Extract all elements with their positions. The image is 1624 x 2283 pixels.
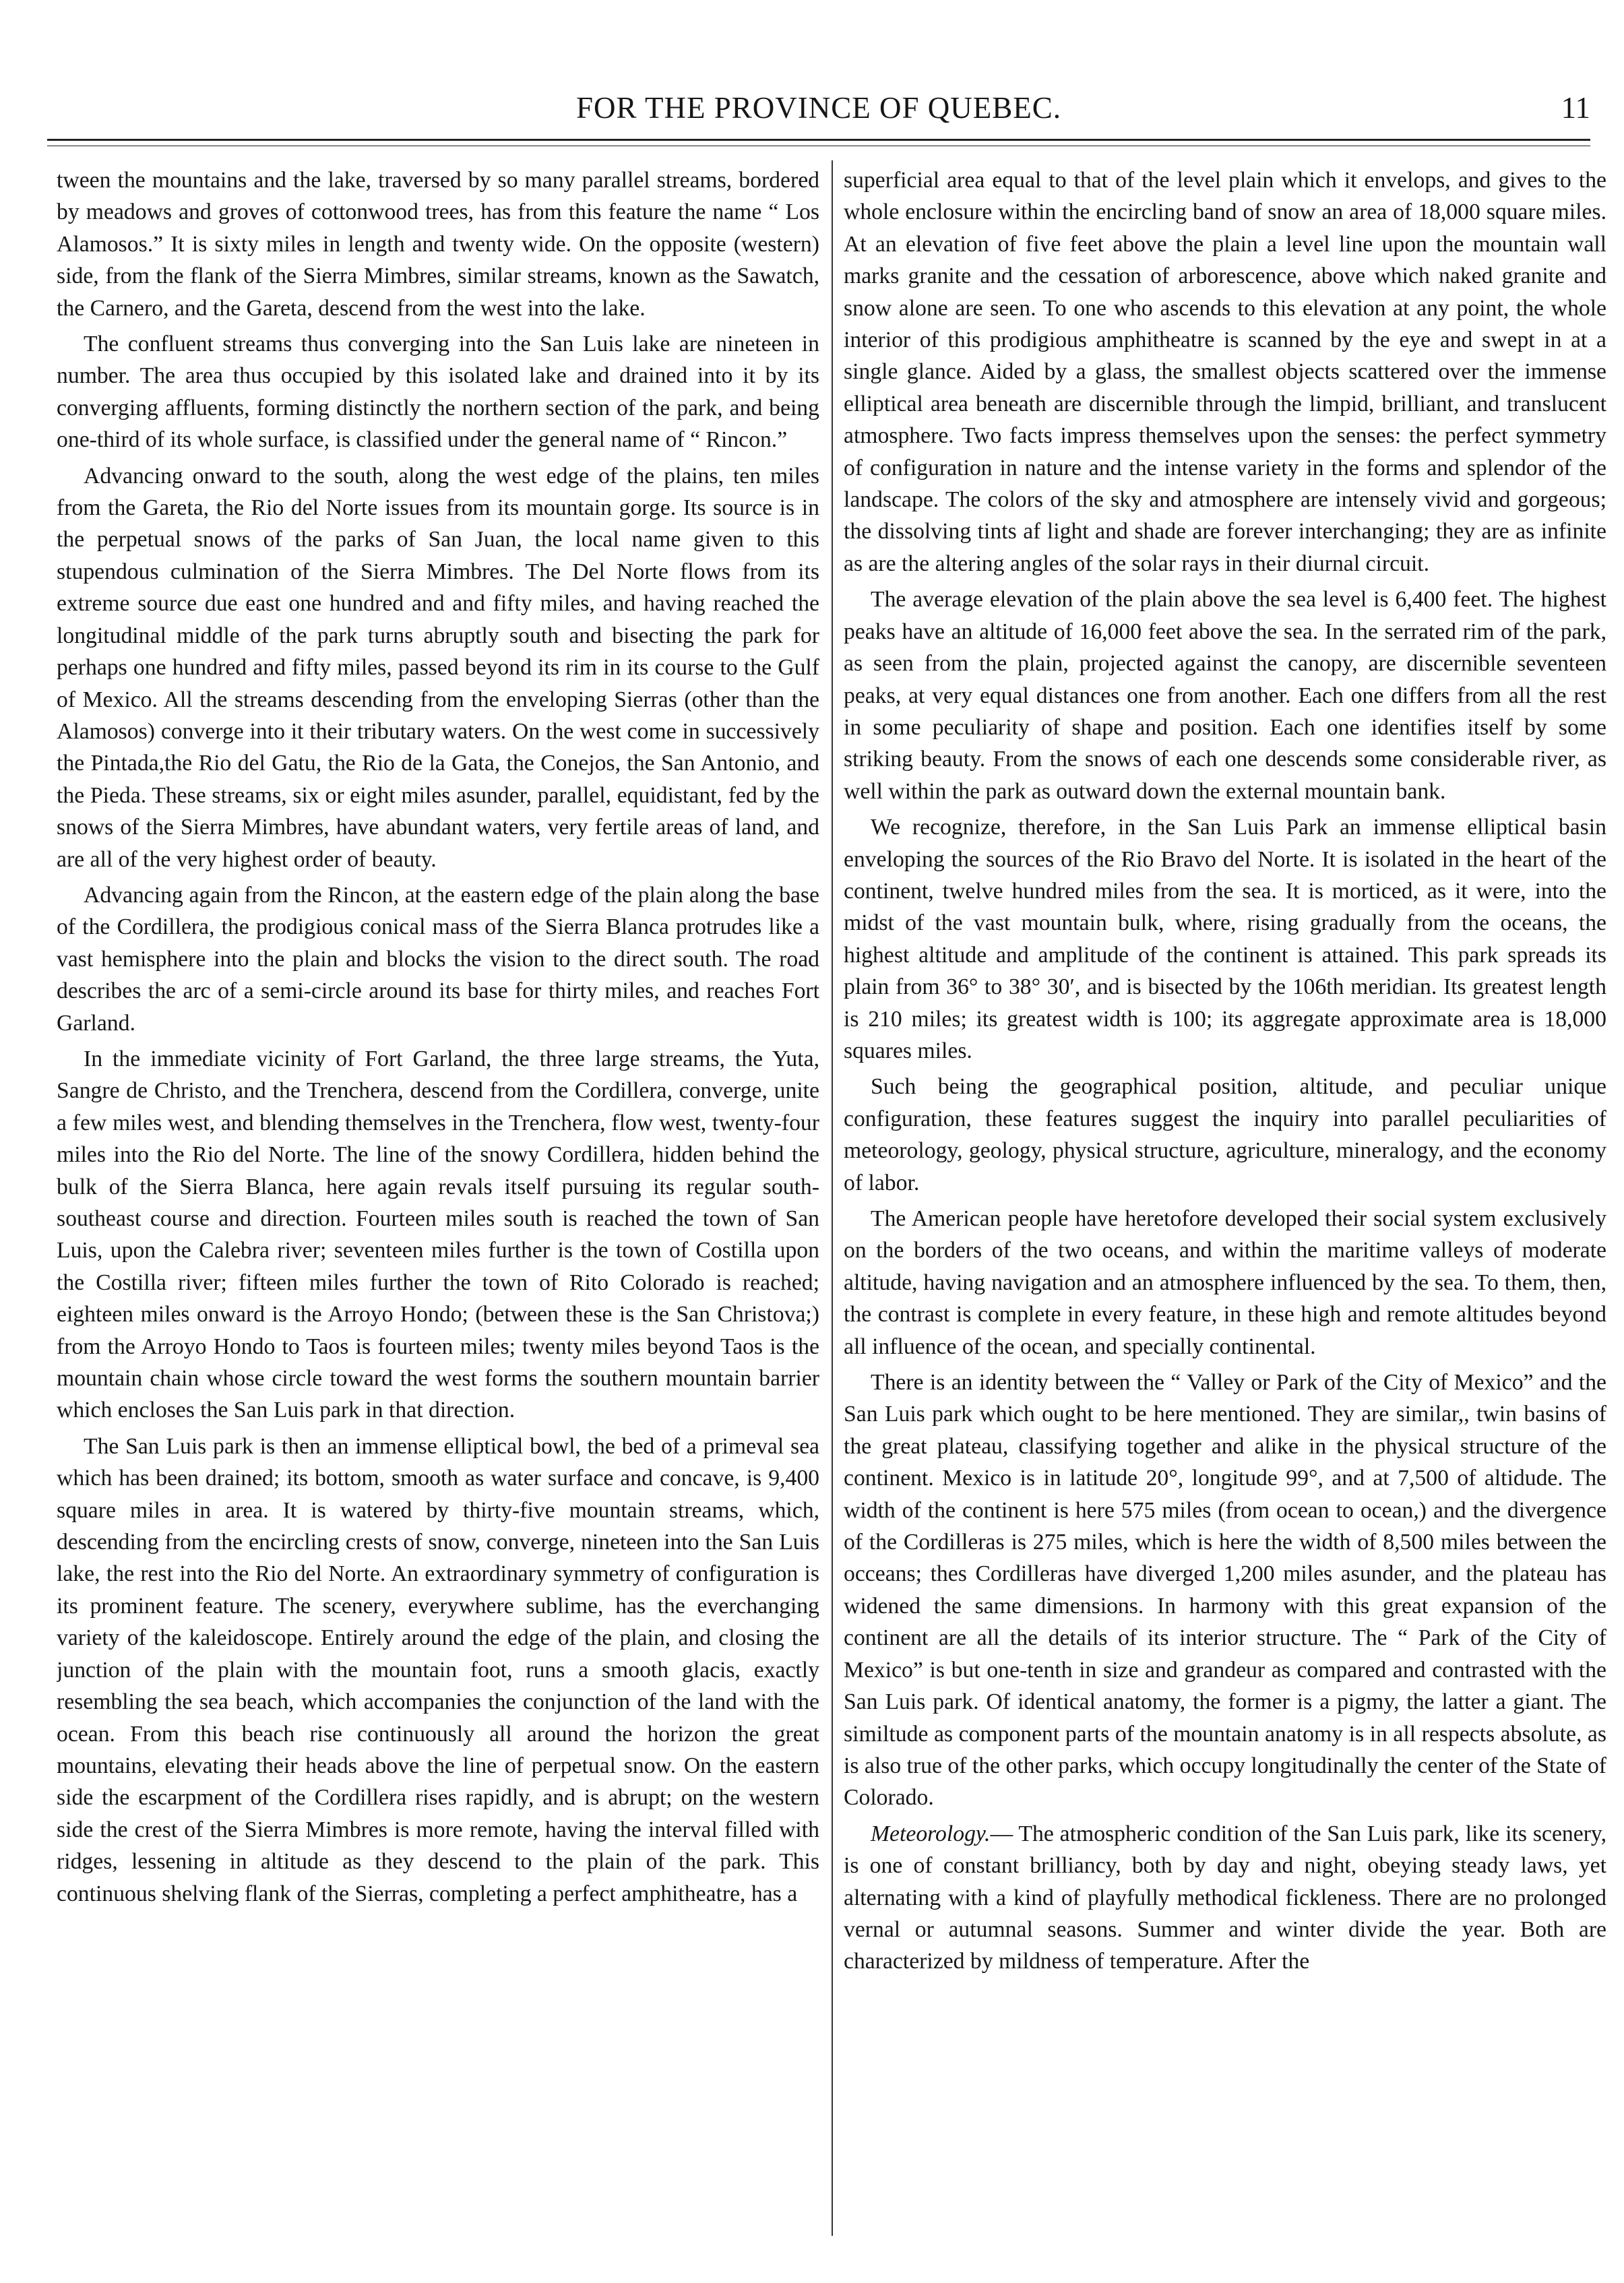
paragraph: tween the mountains and the lake, traversed by so many parallel streams, bordered by meadows and groves of cottonwood trees, has from this feature the name “ Los Alamosos.” It is sixty miles in length and twenty wide. On the opposite (western) side, from the flank of the Sierra Mimbres, similar streams, known as the Sawatch, the Carnero, and the Gareta, descend from the west into the lake. xyxy=(57,168,819,321)
paragraph: The American people have heretofore developed their social system exclusively on the borders of the two oceans, and within the maritime valleys of moderate altitude, having navigation and an atmosphere influenced by the sea. To them, then, the contrast is complete in every feature, in these high and remote altitudes beyond all influence of the ocean, and specially continental. xyxy=(844,1206,1606,1359)
paragraph: The San Luis park is then an immense elliptical bowl, the bed of a primeval sea which has been drained; its bottom, smooth as water surface and concave, is 9,400 square miles in area. It is watered by thirty-five mountain streams, which, descending from the encircling crests of snow, converge, nineteen into the San Luis lake, the rest into the Rio del Norte. An extraordinary symmetry of configuration is its prominent feature. The scenery, everywhere sublime, has the everchanging variety of the kaleidoscope. Entirely around the edge of the plain, and closing the junction of the plain with the mountain foot, runs a smooth glacis, exactly resembling the sea beach, which accompanies the conjunction of the land with the ocean. From this beach rise continuously all around the horizon the great mountains, elevating their heads above the line of perpetual snow. On the eastern side the escarpment of the Cordillera rises rapidly, and is abrupt; on the western side the crest of the Sierra Mimbres is more remote, having the interval filled with ridges, lessening in altitude as they descend to the plain of the park. This continuous shelving flank of the Sierras, completing a perfect amphitheatre, has a xyxy=(57,1433,819,1906)
right-column xyxy=(844,164,1606,2240)
paragraph: Such being the geographical position, altitude, and peculiar unique configuration, these features suggest the inquiry into parallel peculiarities of meteorology, geology, physical structure, agriculture, mineralogy, and the economy of labor. xyxy=(844,1074,1606,1195)
paragraph: Advancing onward to the south, along the west edge of the plains, ten miles from the Gareta, the Rio del Norte issues from its mountain gorge. Its source is in the perpetual snows of the parks of San Juan, the local name given to this stupendous culmination of the Sierra Mimbres. The Del Norte flows from its extreme source due east one hundred and and fifty miles, and having reached the longitudinal middle of the park turns abruptly south and bisecting the park for perhaps one hundred and fifty miles, passed beyond its rim in its course to the Gulf of Mexico. All the streams descending from the enveloping Sierras (other than the Alamosos) converge into it their tributary waters. On the west come in successively the Pintada,the Rio del Gatu, the Rio de la Gata, the Conejos, the San Antonio, and the Pieda. These streams, six or eight miles asunder, parallel, equidistant, fed by the snows of the Sierra Mimbres, have abundant waters, very fertile areas of land, and are all of the very highest order of beauty. xyxy=(57,463,819,872)
section-runin-heading: Meteorology. xyxy=(871,1821,991,1846)
paragraph-meteorology xyxy=(844,1818,1606,1978)
column-divider xyxy=(832,160,833,2236)
paragraph-text: — The atmospheric condition of the San Luis park, like its scenery, is one of constant brilliancy, both by day and night, obeying steady laws, yet alternating with a kind of playfully methodical fickleness. There are no prolonged vernal or autumnal seasons. Summer and winter divide the year. Both are characterized by mildness of temperature. After the xyxy=(844,1821,1606,1974)
paragraph: In the immediate vicinity of Fort Garland, the three large streams, the Yuta, Sangre de Christo, and the Trenchera, descend from the Cordillera, converge, unite a few miles west, and blending themselves in the Trenchera, flow west, twenty-four miles into the Rio del Norte. The line of the snowy Cordillera, hidden behind the bulk of the Sierra Blanca, here again revals itself pursuing its regular south-southeast course and direction. Fourteen miles south is reached the town of San Luis, upon the Calebra river; seventeen miles further is the town of Costilla upon the Costilla river; fifteen miles further the town of Rito Colorado is reached; eighteen miles onward is the Arroyo Hondo; (between these is the San Christova;) from the Arroyo Hondo to Taos is fourteen miles; twenty miles beyond Taos is the mountain chain whose circle toward the west forms the southern mountain barrier which encloses the San Luis park in that direction. xyxy=(57,1046,819,1423)
paragraph: The confluent streams thus converging into the San Luis lake are nineteen in number. The area thus occupied by this isolated lake and drained into it by its converging affluents, forming distinctly the northern section of the park, and being one-third of its whole surface, is classified under the general name of “ Rincon.” xyxy=(57,332,819,453)
paragraph: Advancing again from the Rincon, at the eastern edge of the plain along the base of the Cordillera, the prodigious conical mass of the Sierra Blanca protrudes like a vast hemisphere into the plain and blocks the vision to the direct south. The road describes the arc of a semi-circle around its base for thirty miles, and reaches Fort Garland. xyxy=(57,882,819,1036)
page-header xyxy=(47,86,1590,129)
paragraph: The average elevation of the plain above the sea level is 6,400 feet. The highest peaks have an altitude of 16,000 feet above the sea. In the serrated rim of the park, as seen from the plain, projected against the canopy, are discernible seventeen peaks, at very equal distances one from another. Each one differs from all the rest in some peculiarity of shape and position. Each one identifies itself by some striking beauty. From the snows of each one descends some considerable river, as well within the park as outward down the external mountain bank. xyxy=(844,587,1606,804)
paragraph: There is an identity between the “ Valley or Park of the City of Mexico” and the San Luis park which ought to be here mentioned. They are similar,, twin basins of the great plateau, classifying together and alike in the physical structure of the continent. Mexico is in latitude 20°, longitude 99°, and at 7,500 of altidude. The width of the continent is here 575 miles (from ocean to ocean,) and the divergence of the Cordilleras is 275 miles, which is here the width of 8,500 miles between the occeans; thes Cordilleras have diverged 1,200 miles asunder, and the plateau has widened the same dimensions. In harmony with this great expansion of the continent are all the details of its interior structure. The “ Park of the City of Mexico” is but one-tenth in size and grandeur as compared and contrasted with the San Luis park. Of identical anatomy, the former is a pigmy, the latter a giant. The similtude as component parts of the mountain anatomy is in all respects absolute, as is also true of the other parks, which occupy longitudinally the center of the State of Colorado. xyxy=(844,1370,1606,1811)
page-number: 11 xyxy=(1561,91,1590,125)
running-head: FOR THE PROVINCE OF QUEBEC. xyxy=(576,91,1061,125)
header-rule xyxy=(47,139,1590,141)
paragraph: superficial area equal to that of the level plain which it envelops, and gives to the whole enclosure within the encircling band of snow an area of 18,000 square miles. At an elevation of five feet above the plain a level line upon the mountain wall marks granite and the cessation of arborescence, above which naked granite and snow alone are seen. To one who ascends to this elevation at any point, the whole interior of this prodigious amphitheatre is scanned by the eye and swept in at a single glance. Aided by a glass, the smallest objects scattered over the immense elliptical area beneath are discernible through the limpid, brilliant, and translucent atmosphere. Two facts impress themselves upon the senses: the perfect symmetry of configuration in nature and the intense variety in the forms and splendor of the landscape. The colors of the sky and atmosphere are intensely vivid and gorgeous; the dissolving tints af light and shade are forever interchanging; they are as infinite as are the altering angles of the solar rays in their diurnal circuit. xyxy=(844,168,1606,576)
left-column xyxy=(57,164,819,2240)
paragraph: We recognize, therefore, in the San Luis Park an immense elliptical basin enveloping the sources of the Rio Bravo del Norte. It is isolated in the heart of the continent, twelve hundred miles from the sea. It is morticed, as it were, into the midst of the vast mountain bulk, where, rising gradually from the oceans, the highest altitude and amplitude of the continent is attained. This park spreads its plain from 36° to 38° 30′, and is bisected by the 106th meridian. Its greatest length is 210 miles; its greatest width is 100; its aggregate approximate area is 18,000 squares miles. xyxy=(844,815,1606,1063)
